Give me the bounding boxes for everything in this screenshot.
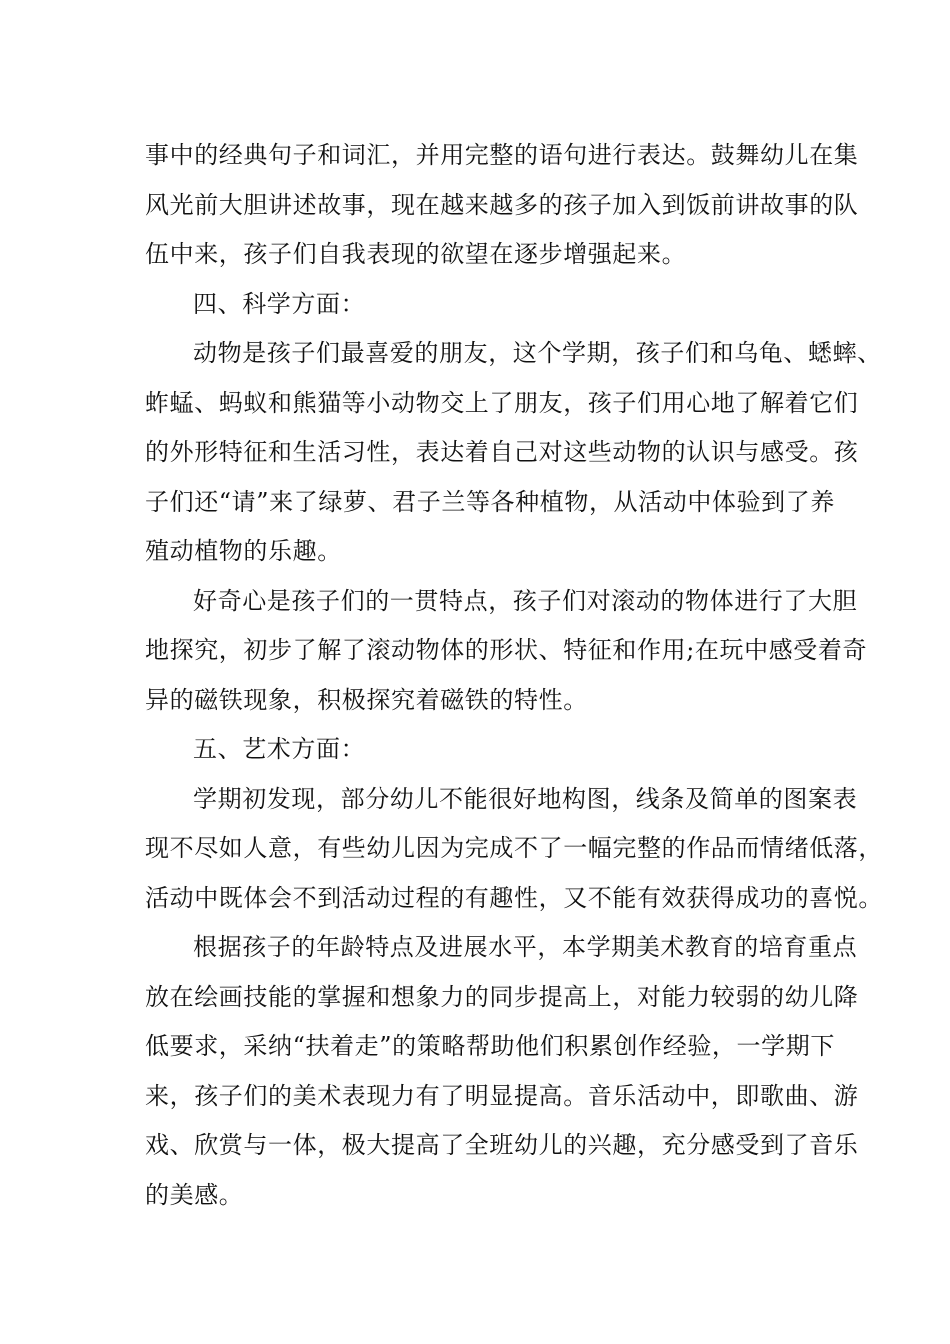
text-line: 伍中来，孩子们自我表现的欲望在逐步增强起来。 (145, 240, 687, 268)
text-line: 现不尽如人意，有些幼儿因为完成不了一幅完整的作品而情绪低落， (145, 834, 883, 862)
section-heading-art: 五、艺术方面： (193, 735, 366, 763)
text-line: 子们还“请”来了绿萝、君子兰等各种植物，从活动中体验到了养 (145, 487, 835, 516)
text-line: 动物是孩子们最喜爱的朋友，这个学期，孩子们和乌龟、蟋蟀、 (193, 339, 882, 367)
text-line: 异的磁铁现象，积极探究着磁铁的特性。 (145, 685, 588, 714)
text-line: 事中的经典句子和词汇，并用完整的语句进行表达。鼓舞幼儿在集 (145, 141, 859, 169)
text-line: 来，孩子们的美术表现力有了明显提高。音乐活动中，即歌曲、游 (145, 1081, 859, 1110)
text-line: 活动中既体会不到活动过程的有趣性，又不能有效获得成功的喜悦。 (145, 883, 883, 912)
text-line: 殖动植物的乐趣。 (145, 537, 342, 565)
text-line: 的外形特征和生活习性，表达着自己对这些动物的认识与感受。孩 (145, 438, 859, 466)
text-line: 的美感。 (145, 1180, 244, 1209)
text-line: 地探究，初步了解了滚动物体的形状、特征和作用;在玩中感受着奇 (145, 636, 868, 664)
text-line: 根据孩子的年龄特点及进展水平，本学期美术教育的培育重点 (193, 933, 858, 961)
text-line: 好奇心是孩子们的一贯特点，孩子们对滚动的物体进行了大胆 (193, 586, 858, 615)
text-line: 放在绘画技能的掌握和想象力的同步提高上，对能力较弱的幼儿降 (145, 982, 859, 1011)
text-line: 蚱蜢、蚂蚁和熊猫等小动物交上了朋友，孩子们用心地了解着它们 (145, 388, 859, 417)
text-line: 低要求，采纳“扶着走”的策略帮助他们积累创作经验，一学期下 (145, 1032, 835, 1060)
document-body (145, 131, 883, 1220)
text-line: 学期初发现，部分幼儿不能很好地构图，线条及简单的图案表 (193, 784, 858, 813)
section-heading-science: 四、科学方面： (193, 289, 366, 318)
text-line: 风光前大胆讲述故事，现在越来越多的孩子加入到饭前讲故事的队 (145, 190, 859, 219)
text-line: 戏、欣赏与一体，极大提高了全班幼儿的兴趣，充分感受到了音乐 (145, 1131, 859, 1159)
